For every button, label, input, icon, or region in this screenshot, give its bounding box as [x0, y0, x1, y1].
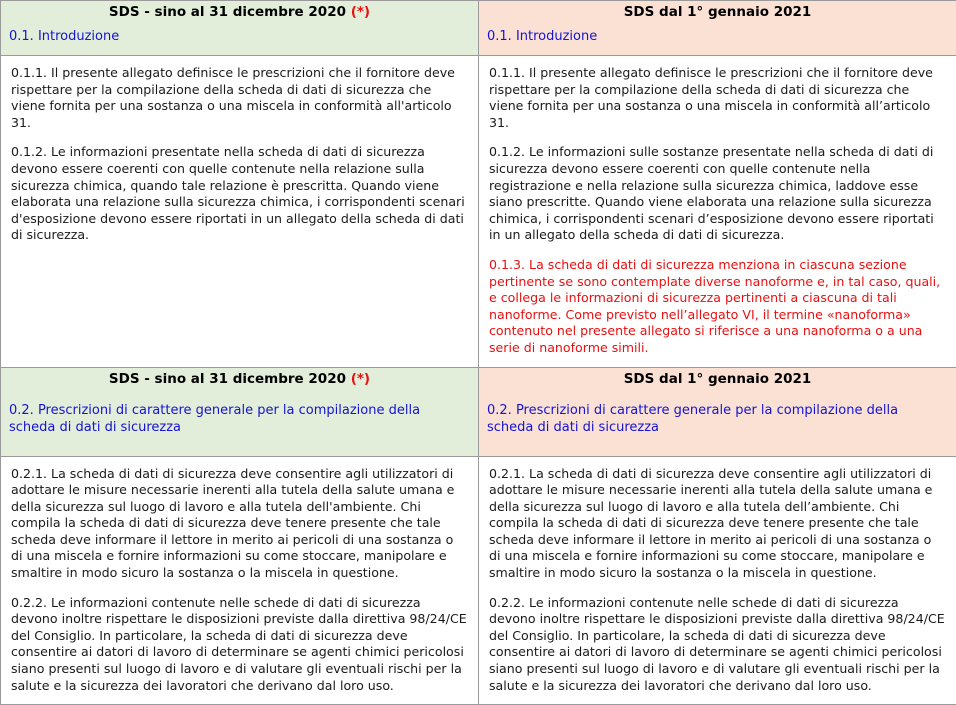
header-asterisk-left: (*) — [351, 4, 370, 20]
header-title-right-introduzione — [487, 4, 948, 21]
header-subtitle-right-prescrizioni-generali: 0.2. Prescrizioni di carattere generale per la compilazione della scheda di dati di sicurezza — [487, 402, 948, 436]
paragraph: 0.1.1. Il presente allegato definisce le prescrizioni che il fornitore deve rispettare per la compilazione della scheda di dati di sicurezza che viene fornita per una sostanza o una miscela in conformità all’articolo 31. — [489, 65, 946, 131]
body-cell-right-prescrizioni-generali — [479, 456, 956, 705]
header-cell-left-introduzione — [1, 1, 479, 56]
section-header-row-prescrizioni-generali — [1, 367, 956, 456]
paragraph-highlighted: 0.1.3. La scheda di dati di sicurezza menziona in ciascuna sezione pertinente se sono contemplate diverse nanoforme e, in tal caso, quali, e collega le informazioni di sicurezza pertinenti a ciascuna di tali nanoforme. Come previsto nell’allegato VI, il termine «nanoforma» contenuto nel presente allegato si riferisce a una nanoforma o a una serie di nanoforme simili. — [489, 257, 946, 357]
header-cell-left-prescrizioni-generali — [1, 367, 479, 456]
header-title-left-introduzione — [9, 4, 470, 21]
body-cell-right-introduzione — [479, 56, 956, 368]
body-cell-left-prescrizioni-generali — [1, 456, 479, 705]
header-cell-right-introduzione — [479, 1, 956, 56]
header-title-left-text: SDS - sino al 31 dicembre 2020 — [109, 4, 346, 20]
header-subtitle-right-introduzione: 0.1. Introduzione — [487, 28, 948, 45]
header-title-left-text: SDS - sino al 31 dicembre 2020 — [109, 371, 346, 387]
header-title-right-text: SDS dal 1° gennaio 2021 — [624, 371, 812, 387]
header-title-right-text: SDS dal 1° gennaio 2021 — [624, 4, 812, 20]
paragraph: 0.1.2. Le informazioni presentate nella scheda di dati di sicurezza devono essere coerenti con quelle contenute nella relazione sulla sicurezza chimica, quando tale relazione è prescritta. Quando viene elaborata una relazione sulla sicurezza chimica, i corrispondenti scenari d'esposizione devono essere riportati in un allegato della scheda di dati di sicurezza. — [11, 144, 468, 244]
header-title-right-prescrizioni-generali — [487, 371, 948, 388]
header-asterisk-left: (*) — [351, 371, 370, 387]
paragraph: 0.1.2. Le informazioni sulle sostanze presentate nella scheda di dati di sicurezza devono essere coerenti con quelle contenute nella registrazione e nella relazione sulla sicurezza chimica, laddove esse siano prescritte. Quando viene elaborata una relazione sulla sicurezza chimica, i corrispondenti scenari d’esposizione devono essere riportati in un allegato della scheda di dati di sicurezza. — [489, 144, 946, 244]
section-body-row-introduzione — [1, 56, 956, 368]
body-cell-left-introduzione — [1, 56, 479, 368]
header-subtitle-left-introduzione: 0.1. Introduzione — [9, 28, 470, 45]
paragraph: 0.1.1. Il presente allegato definisce le prescrizioni che il fornitore deve rispettare per la compilazione della scheda di dati di sicurezza che viene fornita per una sostanza o una miscela in conformità all'articolo 31. — [11, 65, 468, 131]
paragraph: 0.2.1. La scheda di dati di sicurezza deve consentire agli utilizzatori di adottare le misure necessarie inerenti alla tutela della salute umana e della sicurezza sul luogo di lavoro e alla tutela dell'ambiente. Chi compila la scheda di dati di sicurezza deve tenere presente che tale scheda deve informare il lettore in merito ai pericoli di una sostanza o di una miscela e fornire informazioni su come stoccare, manipolare e smaltire in modo sicuro la sostanza o la miscela in questione. — [11, 466, 468, 582]
paragraph: 0.2.2. Le informazioni contenute nelle schede di dati di sicurezza devono inoltre rispettare le disposizioni previste dalla direttiva 98/24/CE del Consiglio. In particolare, la scheda di dati di sicurezza deve consentire ai datori di lavoro di determinare se agenti chimici pericolosi siano presenti sul luogo di lavoro e di valutare gli eventuali rischi per la salute e la sicurezza dei lavoratori che derivano dal loro uso. — [489, 595, 946, 695]
header-title-left-prescrizioni-generali — [9, 371, 470, 388]
paragraph: 0.2.1. La scheda di dati di sicurezza deve consentire agli utilizzatori di adottare le misure necessarie inerenti alla tutela della salute umana e della sicurezza sul luogo di lavoro e alla tutela dell’ambiente. Chi compila la scheda di dati di sicurezza deve tenere presente che tale scheda deve informare il lettore in merito ai pericoli di una sostanza o di una miscela e fornire informazioni su come stoccare, manipolare e smaltire in modo sicuro la sostanza o la miscela in questione. — [489, 466, 946, 582]
header-subtitle-left-prescrizioni-generali: 0.2. Prescrizioni di carattere generale per la compilazione della scheda di dati di sicurezza — [9, 402, 470, 436]
paragraph: 0.2.2. Le informazioni contenute nelle schede di dati di sicurezza devono inoltre rispettare le disposizioni previste dalla direttiva 98/24/CE del Consiglio. In particolare, la scheda di dati di sicurezza deve consentire ai datori di lavoro di determinare se agenti chimici pericolosi siano presenti sul luogo di lavoro e di valutare gli eventuali rischi per la salute e la sicurezza dei lavoratori che derivano dal loro uso. — [11, 595, 468, 695]
section-header-row-introduzione — [1, 1, 956, 56]
section-body-row-prescrizioni-generali — [1, 456, 956, 705]
header-cell-right-prescrizioni-generali — [479, 367, 956, 456]
